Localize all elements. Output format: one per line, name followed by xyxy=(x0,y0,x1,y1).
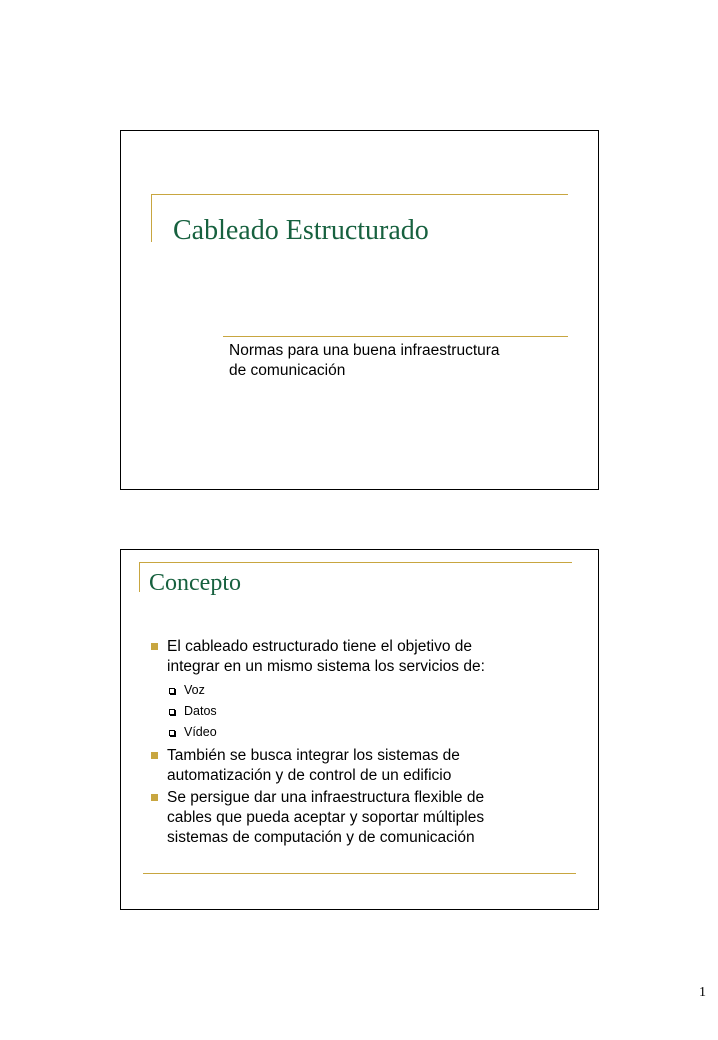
heading-top-rule xyxy=(139,562,572,563)
sub-bullet-item xyxy=(167,680,579,701)
bullet-line: cables que pueda aceptar y soportar múltiples xyxy=(167,809,485,826)
sub-bullet-item xyxy=(167,701,579,722)
slide-title-heading: Cableado Estructurado xyxy=(173,215,429,246)
hollow-square-bullet-icon xyxy=(169,688,175,694)
hollow-square-bullet-icon xyxy=(169,709,175,715)
title-top-rule xyxy=(151,194,568,195)
bullet-item xyxy=(149,637,579,743)
sub-bullet-item xyxy=(167,722,579,743)
subtitle-line: Normas para una buena infraestructura xyxy=(229,342,500,359)
bullet-list xyxy=(149,637,579,850)
bullet-line: automatización y de control de un edificio xyxy=(167,767,452,784)
slide-heading: Concepto xyxy=(149,570,241,596)
slide-concepto xyxy=(120,549,599,910)
title-left-rule xyxy=(151,194,152,242)
sub-bullet-list xyxy=(167,680,579,743)
square-bullet-icon xyxy=(151,752,158,759)
slide-subtitle xyxy=(229,341,500,381)
heading-left-rule xyxy=(139,562,140,592)
bullet-item xyxy=(149,788,579,848)
bullet-line: También se busca integrar los sistemas de xyxy=(167,747,460,764)
subtitle-rule xyxy=(223,336,568,337)
square-bullet-icon xyxy=(151,794,158,801)
bullet-line: sistemas de computación y de comunicación xyxy=(167,829,475,846)
slide-title xyxy=(120,130,599,490)
sub-bullet-text: Voz xyxy=(184,683,205,697)
bullet-line: integrar en un mismo sistema los servicios de: xyxy=(167,658,485,675)
bullet-item xyxy=(149,746,579,786)
footer-rule xyxy=(143,873,576,874)
bullet-line: El cableado estructurado tiene el objetivo de xyxy=(167,638,473,655)
square-bullet-icon xyxy=(151,643,158,650)
sub-bullet-text: Datos xyxy=(184,704,217,718)
subtitle-line: de comunicación xyxy=(229,362,346,379)
bullet-line: Se persigue dar una infraestructura flexible de xyxy=(167,789,485,806)
sub-bullet-text: Vídeo xyxy=(184,725,217,739)
hollow-square-bullet-icon xyxy=(169,730,175,736)
page-number: 1 xyxy=(699,985,706,1000)
